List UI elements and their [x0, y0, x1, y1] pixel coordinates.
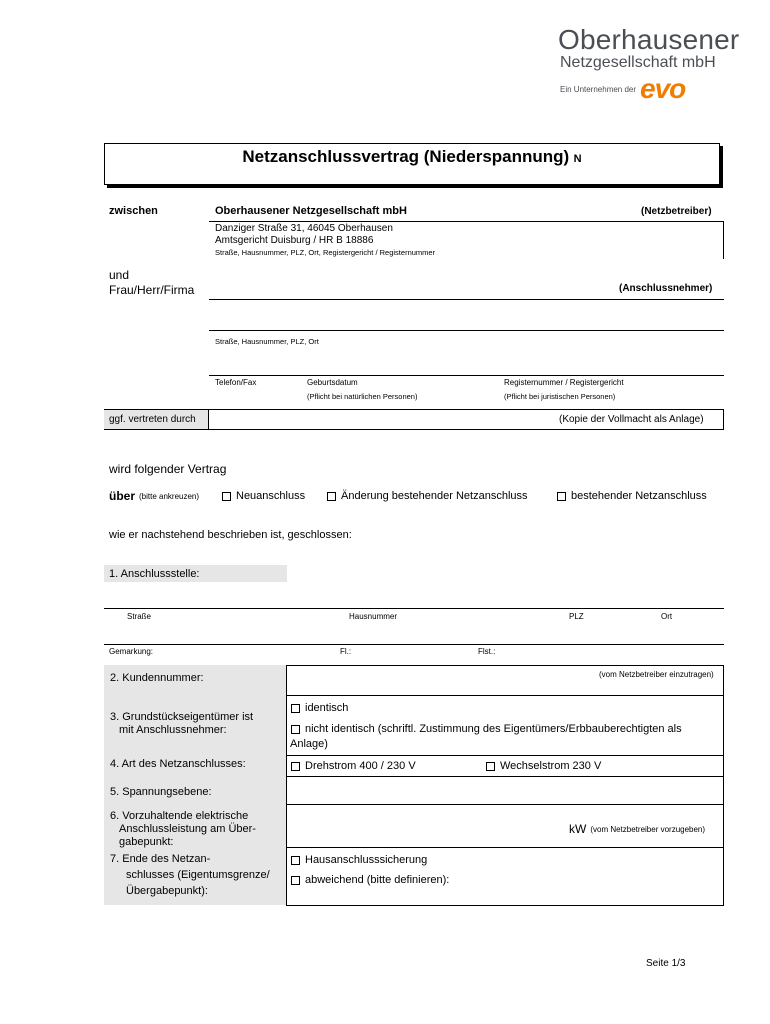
- option-hausanschlusssicherung[interactable]: [291, 854, 427, 866]
- option-aenderung[interactable]: [327, 490, 528, 502]
- option-wechselstrom[interactable]: [486, 760, 601, 772]
- checkbox-icon[interactable]: [486, 762, 495, 771]
- customer-address-caption: Straße, Hausnummer, PLZ, Ort: [215, 337, 319, 346]
- frau-herr-firma-label: Frau/Herr/Firma: [109, 283, 195, 297]
- strasse-caption: Straße: [127, 612, 152, 621]
- option-neuanschluss[interactable]: [222, 490, 305, 502]
- divider: [286, 804, 724, 805]
- option-label: Neuanschluss: [236, 490, 306, 502]
- checkbox-icon[interactable]: [291, 876, 300, 885]
- row3-label-line1: 3. Grundstückseigentümer ist: [110, 711, 254, 723]
- plz-caption: PLZ: [569, 612, 584, 621]
- section1-label: 1. Anschlussstelle:: [109, 568, 200, 580]
- row7-label-line1: 7. Ende des Netzan-: [110, 853, 211, 865]
- page-number: Seite 1/3: [646, 958, 686, 969]
- vollmacht-note: (Kopie der Vollmacht als Anlage): [559, 414, 704, 425]
- option-nicht-identisch-cont: Anlage): [290, 738, 328, 750]
- row6-label-line2: Anschlussleistung am Über-: [119, 823, 256, 835]
- divider: [209, 299, 724, 300]
- divider: [208, 409, 209, 430]
- divider: [104, 608, 724, 609]
- option-drehstrom[interactable]: [291, 760, 416, 772]
- checkbox-icon[interactable]: [222, 492, 231, 501]
- divider: [723, 409, 724, 430]
- anschlussstelle-address-field[interactable]: [106, 586, 722, 608]
- checkbox-icon[interactable]: [557, 492, 566, 501]
- spannungsebene-field[interactable]: [290, 779, 720, 802]
- page-title: Netzanschlussvertrag (Niederspannung): [242, 147, 570, 166]
- option-label: identisch: [305, 702, 349, 714]
- network-operator-role: (Netzbetreiber): [641, 206, 712, 217]
- logo-line1: Oberhausener: [558, 24, 740, 55]
- row6-label-line3: gabepunkt:: [119, 836, 174, 848]
- divider: [104, 644, 724, 645]
- divider: [286, 776, 724, 777]
- row5-label: 5. Spannungsebene:: [110, 786, 212, 798]
- contract-type-row: [109, 489, 199, 503]
- vertreten-label: ggf. vertreten durch: [109, 414, 196, 425]
- row6-unit-group: [569, 822, 705, 836]
- flurstueck-caption: Flst.:: [478, 647, 496, 656]
- option-identisch[interactable]: [291, 702, 348, 714]
- und-label: und: [109, 268, 130, 282]
- divider: [286, 847, 724, 848]
- flur-caption: Fl.:: [340, 647, 352, 656]
- divider: [723, 221, 724, 259]
- divider: [209, 330, 724, 331]
- geburtsdatum-caption: Geburtsdatum: [307, 378, 358, 387]
- vertreten-field[interactable]: [212, 410, 552, 429]
- option-label: Änderung bestehender Netzanschluss: [341, 490, 528, 502]
- row6-note: (vom Netzbetreiber vorzugeben): [590, 824, 706, 834]
- checkbox-icon[interactable]: [291, 725, 300, 734]
- kundennummer-field[interactable]: [290, 668, 590, 692]
- option-label: Hausanschlusssicherung: [305, 854, 428, 866]
- divider: [286, 755, 724, 756]
- option-bestehend[interactable]: [557, 490, 707, 502]
- row6-label-line1: 6. Vorzuhaltende elektrische: [110, 810, 249, 822]
- checkbox-icon[interactable]: [291, 762, 300, 771]
- row4-label: 4. Art des Netzanschlusses:: [110, 758, 246, 770]
- phone-dob-register-field[interactable]: [212, 352, 722, 374]
- option-label: Drehstrom 400 / 230 V: [305, 760, 416, 772]
- row7-label-line3: Übergabepunkt):: [126, 885, 208, 897]
- divider: [104, 409, 724, 410]
- zwischen-label: zwischen: [109, 205, 158, 217]
- divider: [104, 429, 724, 430]
- divider: [723, 665, 724, 905]
- row3-label-line2: mit Anschlussnehmer:: [119, 724, 227, 736]
- gemarkung-field[interactable]: [106, 623, 722, 643]
- option-nicht-identisch[interactable]: [291, 723, 682, 735]
- gemarkung-caption: Gemarkung:: [109, 647, 154, 656]
- divider: [209, 221, 724, 222]
- customer-role: (Anschlussnehmer): [619, 283, 713, 294]
- option-label: nicht identisch (schriftl. Zustimmung des Eigentümers/Erbbauberechtigten als: [305, 723, 682, 735]
- option-abweichend[interactable]: [291, 874, 449, 886]
- checkbox-icon[interactable]: [291, 704, 300, 713]
- registernummer-note: (Pflicht bei juristischen Personen): [504, 392, 616, 401]
- anschlussleistung-field[interactable]: [290, 808, 560, 844]
- ort-caption: Ort: [661, 612, 673, 621]
- network-operator-name: Oberhausener Netzgesellschaft mbH: [215, 205, 407, 217]
- divider: [286, 665, 724, 666]
- row2-label: 2. Kundennummer:: [110, 672, 204, 684]
- checkbox-icon[interactable]: [291, 856, 300, 865]
- title-suffix: N: [573, 153, 582, 165]
- customer-name-field[interactable]: [212, 270, 722, 298]
- evo-brand-mark: evo: [640, 73, 686, 104]
- logo-tagline: Ein Unternehmen der: [560, 85, 637, 94]
- divider: [286, 695, 724, 696]
- contract-intro: wird folgender Vertrag: [109, 462, 227, 476]
- checkbox-icon[interactable]: [327, 492, 336, 501]
- operator-address-caption: Straße, Hausnummer, PLZ, Ort, Registergericht / Registernummer: [215, 248, 436, 257]
- divider: [209, 375, 724, 376]
- ueber-hint: (bitte ankreuzen): [139, 491, 200, 501]
- customer-address-field[interactable]: [212, 302, 722, 328]
- contract-described: wie er nachstehend beschrieben ist, geschlossen:: [109, 529, 352, 541]
- hausnummer-caption: Hausnummer: [349, 612, 398, 621]
- logo-line2: Netzgesellschaft mbH: [560, 54, 716, 71]
- operator-register: Amtsgericht Duisburg / HR B 18886: [215, 235, 374, 246]
- geburtsdatum-note: (Pflicht bei natürlichen Personen): [307, 392, 418, 401]
- telefon-caption: Telefon/Fax: [215, 378, 257, 387]
- row2-note: (vom Netzbetreiber einzutragen): [599, 670, 714, 679]
- registernummer-caption: Registernummer / Registergericht: [504, 378, 624, 387]
- row6-unit: kW: [569, 822, 587, 836]
- divider: [286, 905, 724, 906]
- ueber-label: über: [109, 489, 136, 503]
- option-label: bestehender Netzanschluss: [571, 490, 707, 502]
- option-label: abweichend (bitte definieren):: [305, 874, 450, 886]
- operator-address: Danziger Straße 31, 46045 Oberhausen: [215, 223, 393, 234]
- divider: [286, 665, 287, 905]
- title-box: [104, 143, 720, 185]
- option-label: Wechselstrom 230 V: [500, 760, 602, 772]
- row7-label-line2: schlusses (Eigentumsgrenze/: [126, 869, 270, 881]
